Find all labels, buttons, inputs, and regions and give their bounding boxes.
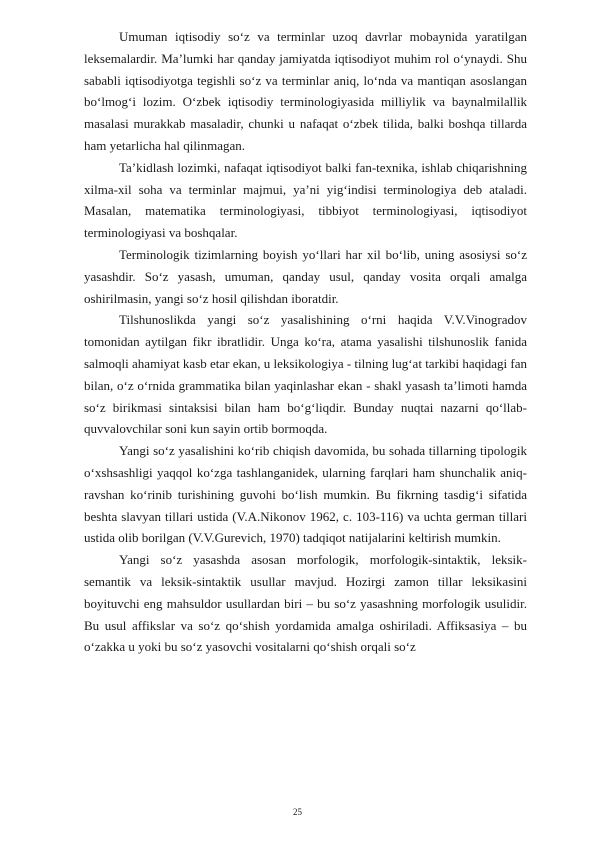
document-body xyxy=(84,26,527,658)
paragraph: Terminologik tizimlarning boyish yo‘llari har xil bo‘lib, uning asosiysi so‘z yasashdir. So‘z yasash, umuman, qanday usul, qanday vosita orqali amalga oshirilmasin, yangi so‘z hosil qilishdan iboratdir. xyxy=(84,246,527,306)
paragraph: Umuman iqtisodiy so‘z va terminlar uzoq davrlar mobaynida yaratilgan leksemalardir. Ma’lumki har qanday jamiyatda iqtisodiyot muhim rol o‘ynaydi. Shu sababli iqtisodiyotga tegishli so‘z va terminlar aniq, lo‘nda va mantiqan asoslangan bo‘lmog‘i lozim. O‘zbek iqtisodiy terminologiyasida milliylik va baynalmilallik masalasi murakkab masaladir, chunki u nafaqat o‘zbek tilida, balki boshqa tillarda ham yetarlicha hal qilinmagan. xyxy=(84,29,527,153)
paragraph: Ta’kidlash lozimki, nafaqat iqtisodiyot balki fan-texnika, ishlab chiqarishning xilma-xil soha va terminlar majmui, ya’ni yig‘indisi terminologiya deb ataladi. Masalan, matematika terminologiyasi, tibbiyot terminologiyasi, iqtisodiyot terminologiyasi va boshqalar. xyxy=(84,159,527,241)
paragraph: Yangi so‘z yasashda asosan morfologik, morfologik-sintaktik, leksik-semantik va leksik-sintaktik usullar mavjud. Hozirgi zamon tillar leksikasini boyituvchi eng mahsuldor usullardan biri – bu so‘z yasashning morfologik usulidir. Bu usul affikslar va so‘z qo‘shish yordamida amalga oshiriladi. Affiksasiya – bu o‘zakka u yoki bu so‘z yasovchi vositalarni qo‘shish orqali so‘z xyxy=(84,552,527,655)
page-number: 25 xyxy=(293,807,302,817)
paragraph: Tilshunoslikda yangi so‘z yasalishining o‘rni haqida V.V.Vinogradov tomonidan aytilgan fikr ibratlidir. Unga ko‘ra, atama yasalishi tilshunoslik fanida salmoqli ahamiyat kasb etar ekan, u leksikologiya - tilning lug‘at tarkibi haqidagi fan bilan, o‘z o‘rnida grammatika bilan yaqinlashar ekan - shakl yasash ta’limoti hamda so‘z birikmasi sintaksisi bilan ham bo‘g‘liqdir. Bunday nuqtai nazarni qo‘llab-quvvalovchilar soni kun sayin ortib bormoqda. xyxy=(84,312,527,437)
paragraph: Yangi so‘z yasalishini ko‘rib chiqish davomida, bu sohada tillarning tipologik o‘xshsashligi yaqqol ko‘zga tashlanganidek, ularning farqlari ham shunchalik aniq-ravshan ko‘rinib turishining guvohi bo‘lish mumkin. Bu fikrning tasdig‘i sifatida beshta slavyan tillari ustida (V.A.Nikonov 1962, c. 103-116) va uchta german tillari ustida olib borilgan (V.V.Gurevich, 1970) tadqiqot natijalarini keltirish mumkin. xyxy=(84,443,527,546)
